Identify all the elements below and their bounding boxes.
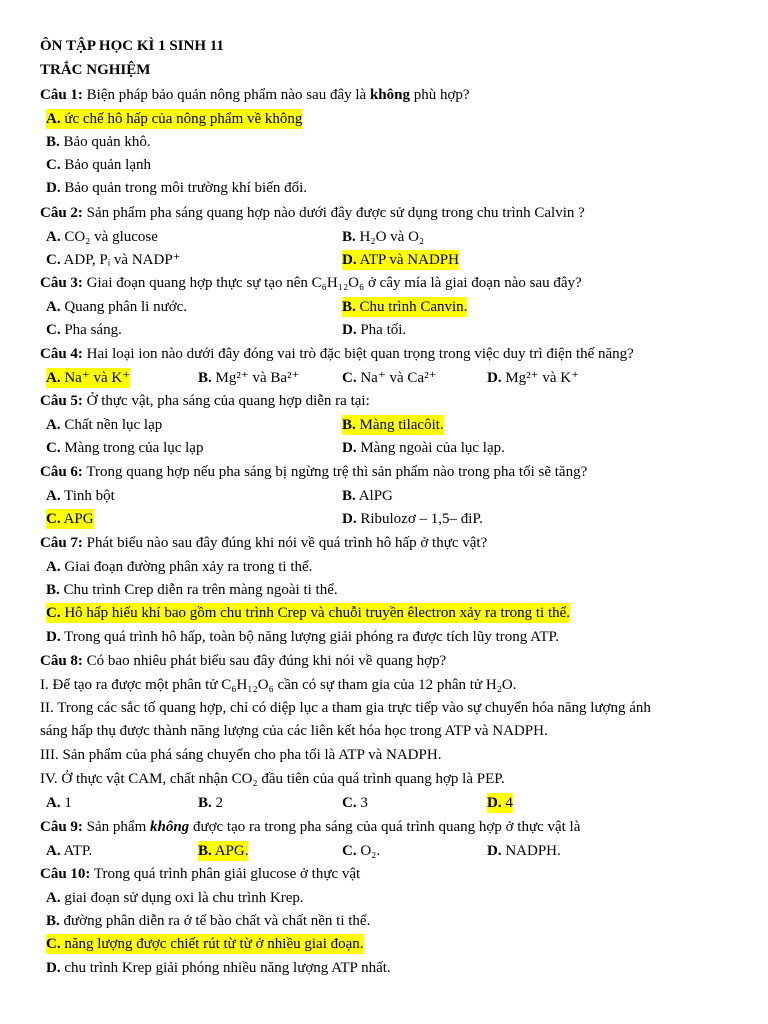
question-text: Trong quang hợp nếu pha sáng bị ngừng trệ thì sản phẩm nào trong pha tối sẽ tăng?	[82, 464, 588, 480]
q8-statement-1: I. Để tạo ra được một phân tử C₆H₁₂O₆ cần có sự tham gia của 12 phân tử H₂O.	[40, 677, 517, 693]
question-2	[40, 203, 585, 223]
q7-option-c: C. Hô hấp hiếu khí bao gồm chu trình Crep và chuỗi truyền êlectron xảy ra trong ti thể.	[46, 605, 571, 621]
question-text: Ở thực vật, pha sáng của quang hợp diễn ra tại:	[82, 393, 370, 409]
q2-option-a: A. CO₂ và glucose	[46, 229, 158, 245]
question-label: Câu 5:	[40, 393, 83, 409]
q8-statement-2: II. Trong các sắc tố quang hợp, chỉ có diệp lục a tham gia trực tiếp vào sự chuyển hóa năng lượng ánh	[40, 700, 651, 716]
q8-option-d: D. 4	[487, 795, 513, 811]
q9-option-a: A. ATP.	[46, 843, 93, 859]
question-1	[40, 85, 470, 105]
q5-option-c: C. Màng trong của lục lạp	[46, 440, 204, 456]
page-title: ÔN TẬP HỌC KÌ 1 SINH 11	[40, 38, 224, 54]
question-label: Câu 10:	[40, 866, 91, 882]
q5-option-b: B. Màng tilacôit.	[342, 417, 444, 433]
q8-option-b: B. 2	[198, 795, 224, 811]
question-label: Câu 7:	[40, 535, 83, 551]
question-6	[40, 462, 587, 482]
question-label: Câu 6:	[40, 464, 83, 480]
q8-statement-2-cont: sáng hấp thụ được thành năng lượng của các liên kết hóa học trong ATP và NADPH.	[40, 723, 548, 739]
q3-option-c: C. Pha sáng.	[46, 322, 122, 338]
q7-option-a: A. Giai đoạn đường phân xảy ra trong ti thể.	[46, 559, 313, 575]
q8-statement-4: IV. Ở thực vật CAM, chất nhận CO₂ đầu tiên của quá trình quang hợp là PEP.	[40, 771, 505, 787]
q6-option-c: C. APG	[46, 511, 94, 527]
q5-option-d: D. Màng ngoài của lục lạp.	[342, 440, 505, 456]
question-text: Trong quá trình phân giải glucose ở thực vật	[90, 866, 361, 882]
q4-option-d: D. Mg²⁺ và K⁺	[487, 370, 580, 386]
question-10	[40, 864, 360, 884]
section-title: TRẮC NGHIỆM	[40, 62, 151, 78]
q3-option-d: D. Pha tối.	[342, 322, 407, 338]
question-text: phù hợp?	[409, 87, 470, 103]
q1-option-b: B. Bảo quản khô.	[46, 134, 151, 150]
question-text: Hai loại ion nào dưới đây đóng vai trò đặc biệt quan trọng trong việc duy trì điện thế năng?	[82, 346, 634, 362]
question-9	[40, 817, 580, 837]
q9-option-b: B. APG.	[198, 843, 249, 859]
q7-option-b: B. Chu trình Crep diễn ra trên màng ngoài ti thể.	[46, 582, 338, 598]
question-label: Câu 9:	[40, 819, 83, 835]
question-label: Câu 2:	[40, 205, 83, 221]
question-label: Câu 3:	[40, 275, 83, 291]
q1-option-d: D. Bảo quản trong môi trường khí biến đổi.	[46, 180, 308, 196]
q4-option-a: A. Na⁺ và K⁺	[46, 370, 131, 386]
q10-option-d: D. chu trình Krep giải phóng nhiều năng lượng ATP nhất.	[46, 960, 391, 976]
q9-option-d: D. NADPH.	[487, 843, 561, 859]
question-text: được tạo ra trong pha sáng của quá trình quang hợp ở thực vật là	[189, 819, 581, 835]
q2-option-c: C. ADP, Pᵢ và NADP⁺	[46, 252, 181, 268]
q1-option-a: A. ức chế hô hấp của nông phẩm về không	[46, 111, 303, 127]
q4-option-b: B. Mg²⁺ và Ba²⁺	[198, 370, 300, 386]
question-3	[40, 273, 582, 293]
q5-option-a: A. Chất nền lục lạp	[46, 417, 163, 433]
question-label: Câu 4:	[40, 346, 83, 362]
question-emphasis: không	[150, 819, 190, 835]
question-text: Giai đoạn quang hợp thực sự tạo nên C₆H₁₂O₆ ở cây mía là giai đoạn nào sau đây?	[82, 275, 582, 291]
question-text: Phát biểu nào sau đây đúng khi nói về quá trình hô hấp ở thực vật?	[82, 535, 488, 551]
question-text: Biện pháp bảo quản nông phẩm nào sau đây là	[82, 87, 370, 103]
q3-option-b: B. Chu trình Canvin.	[342, 299, 468, 315]
q9-option-c: C. O₂.	[342, 843, 381, 859]
question-text: Có bao nhiêu phát biểu sau đây đúng khi nói về quang hợp?	[82, 653, 447, 669]
question-4	[40, 344, 634, 364]
q7-option-d: D. Trong quá trình hô hấp, toàn bộ năng lượng giải phóng ra được tích lũy trong ATP.	[46, 629, 559, 645]
q10-option-a: A. giai đoạn sử dụng oxi là chu trình Krep.	[46, 890, 304, 906]
question-label: Câu 1:	[40, 87, 83, 103]
question-text: Sản phẩm pha sáng quang hợp nào dưới đây được sử dụng trong chu trình Calvin ?	[82, 205, 585, 221]
q3-option-a: A. Quang phân li nước.	[46, 299, 188, 315]
q6-option-b: B. AlPG	[342, 488, 393, 504]
q6-option-d: D. Ribulozơ – 1,5– điP.	[342, 511, 483, 527]
question-emphasis: không	[369, 87, 410, 103]
question-8	[40, 651, 446, 671]
question-text: Sản phẩm	[82, 819, 150, 835]
q2-option-d: D. ATP và NADPH	[342, 252, 459, 268]
q8-statement-3: III. Sản phẩm của phá sáng chuyển cho pha tối là ATP và NADPH.	[40, 747, 442, 763]
question-7	[40, 533, 487, 553]
q10-option-b: B. đường phân diễn ra ở tế bào chất và chất nền ti thể.	[46, 913, 371, 929]
q6-option-a: A. Tinh bột	[46, 488, 115, 504]
question-label: Câu 8:	[40, 653, 83, 669]
q4-option-c: C. Na⁺ và Ca²⁺	[342, 370, 437, 386]
question-5	[40, 391, 370, 411]
q8-option-a: A. 1	[46, 795, 72, 811]
q10-option-c: C. năng lượng được chiết rút từ từ ở nhiều giai đoạn.	[46, 936, 364, 952]
q8-option-c: C. 3	[342, 795, 368, 811]
q1-option-c: C. Bảo quản lạnh	[46, 157, 151, 173]
q2-option-b: B. H₂O và O₂	[342, 229, 425, 245]
